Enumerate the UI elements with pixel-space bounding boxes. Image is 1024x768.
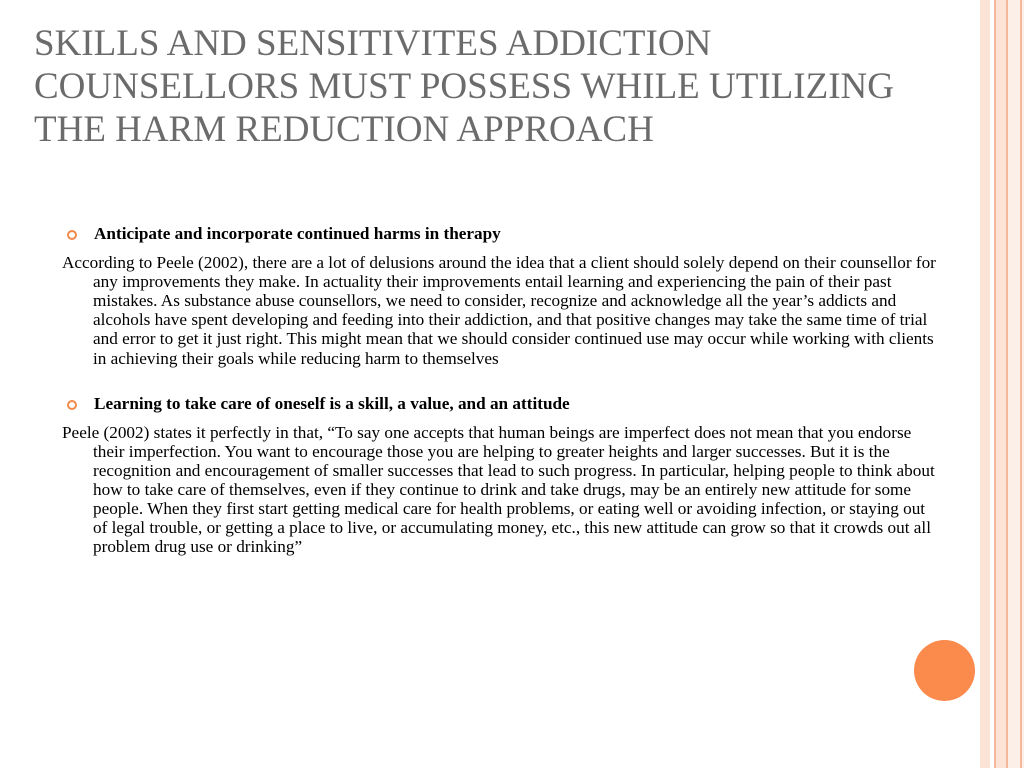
slide-content (62, 224, 942, 556)
section-heading (62, 224, 942, 243)
section-body: According to Peele (2002), there are a lot of delusions around the idea that a client should solely depend on their counsellor for any improvements they make. In actuality their improvements entail learning and experiencing the pain of their past mistakes. As substance abuse counsellors, we need to consider, recognize and acknowledge all the year’s addicts and alcohols have spent developing and feeding into their addiction, and that positive changes may take the same time of trial and error to get it just right. This might mean that we should consider continued use may occur while working with clients in achieving their goals while reducing harm to themselves (62, 253, 936, 368)
decorative-circle-icon (914, 640, 975, 701)
section-heading-text: Anticipate and incorporate continued harms in therapy (94, 224, 501, 243)
circle-bullet-icon (67, 230, 77, 240)
section-heading-text: Learning to take care of oneself is a skill, a value, and an attitude (94, 393, 570, 413)
section-body: Peele (2002) states it perfectly in that, “To say one accepts that human beings are imperfect does not mean that you endorse their imperfection. You want to encourage those you are helping to greater heights and larger successes. But it is the recognition and encouragement of smaller successes that lead to such progress. In particular, helping people to think about how to take care of themselves, even if they continue to drink and take drugs, may be an entirely new attitude for some people. When they first start getting medical care for health problems, or eating well or avoiding infection, or staying out of legal trouble, or getting a place to live, or accumulating money, etc., this new attitude can grow so that it crowds out all problem drug use or drinking” (62, 422, 935, 557)
section-heading (62, 394, 942, 413)
stripe (996, 0, 1006, 768)
stripe (1020, 0, 1022, 768)
slide-title: SKILLS AND SENSITIVITES ADDICTION COUNSELLORS MUST POSSESS WHILE UTILIZING THE HARM REDUCTION APPROACH (34, 23, 894, 150)
decorative-stripes (980, 0, 1024, 768)
circle-bullet-icon (67, 400, 77, 410)
stripe (980, 0, 990, 768)
